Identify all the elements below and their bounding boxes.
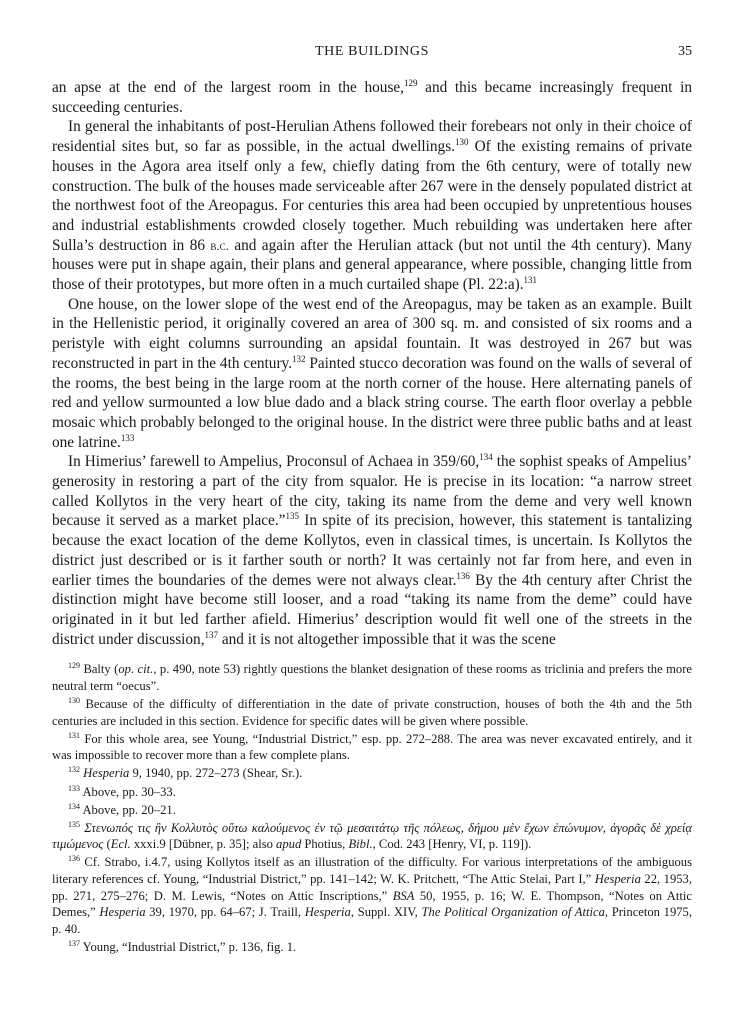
text-run: xxxi.9 [Dübner, p. 35]; also xyxy=(130,837,277,852)
footnote-135 xyxy=(52,820,692,853)
italic-run: BSA xyxy=(392,888,415,903)
footnote-number: 129 xyxy=(68,661,80,671)
italic-run: Hesperia xyxy=(99,905,146,920)
footnotes xyxy=(52,661,692,955)
paragraph-1 xyxy=(52,78,692,117)
footnote-136 xyxy=(52,854,692,937)
text-run: Young, “Industrial District,” p. 136, fig. 1. xyxy=(80,939,297,954)
footnote-ref-136: 136 xyxy=(456,570,470,581)
footnote-number: 133 xyxy=(68,783,80,793)
footnote-132 xyxy=(52,765,692,782)
footnote-number: 132 xyxy=(68,765,80,775)
footnote-ref-133: 133 xyxy=(120,432,135,443)
text-run: Cf. Strabo, i.4.7, using Kollytos itself as an illustration of the difficulty. For various interpretations of the ambiguous literary references cf. Young, “Industrial District,” pp. 141–142; W. K. Pritchett, “The Attic Stelai, Part I,” xyxy=(52,855,692,887)
text-run: In Himerius’ farewell to Ampelius, Proconsul of Achaea in 359/60, xyxy=(68,453,480,471)
italic-run: The Political Organization of Attica xyxy=(421,905,605,920)
footnote-number: 131 xyxy=(68,730,80,740)
text-run: , Suppl. XIV, xyxy=(350,905,422,920)
text-run: ( xyxy=(103,837,111,852)
paragraph-4 xyxy=(52,452,692,649)
text-run: In general the inhabitants of post-Herulian Athens followed their forebears not only in their choice of residential sites but, so far as possible, in the actual dwellings. xyxy=(52,118,692,156)
text-run: 9, 1940, pp. 272–273 (Shear, Sr.). xyxy=(129,766,303,781)
footnote-ref-131: 131 xyxy=(523,275,538,286)
text-run: and this became increasingly frequent in succeeding centuries. xyxy=(52,79,692,116)
text-run: In spite of its precision, however, this statement is tantalizing because the exact location of the deme Kollytos, even in classical times, is uncertain. Is Kollytos the district just described or is it farther south or north? It was certainly not far from here, and even in earlier times the boundaries of the demes were not always clear. xyxy=(52,512,692,589)
italic-run: op. cit. xyxy=(118,662,154,677)
text-run: 39, 1970, pp. 64–67; J. Traill, xyxy=(145,905,305,920)
running-head xyxy=(52,44,692,64)
text-run: the sophist speaks of Ampelius’ generosity in restoring a part of the city from squalor. He is precise in its location: “a narrow street called Kollytos in the very heart of the city, taking its name from the deme and very well known because it served as a market place.” xyxy=(52,453,692,530)
italic-run: Hesperia xyxy=(304,905,351,920)
text-run: and again after the Herulian attack (but not until the 4th century). Many houses were put in shape again, their plans and general appearance, where possible, changing little from those of their prototypes, but more often in a much curtailed shape (Pl. 22:a). xyxy=(52,236,692,294)
text-run: For this whole area, see Young, “Industrial District,” esp. pp. 272–288. The area was never excavated entirely, and it was impossible to recover more than a few complete plans. xyxy=(52,731,692,763)
text-run: Of the existing remains of private houses in the Agora area itself only a few, chiefly dating from the 6th century, were of totally new construction. The bulk of the houses made serviceable after 267 were in the densely populated district at the northwest foot of the Areopagus. For centuries this area had been occupied by unpretentious houses and industrial establishments crowded closely together. Much rebuilding was undertaken here after Sulla’s destruction in 86 xyxy=(52,138,692,254)
footnote-number: 136 xyxy=(68,854,80,864)
footnote-ref-134: 134 xyxy=(479,452,493,463)
running-title: THE BUILDINGS xyxy=(315,44,429,59)
italic-run: apud xyxy=(276,837,302,852)
italic-run: Ecl. xyxy=(110,837,131,852)
italic-run: Bibl. xyxy=(348,837,373,852)
footnote-number: 130 xyxy=(68,696,80,706)
paragraph-2 xyxy=(52,117,692,294)
text-run: Balty ( xyxy=(80,662,119,677)
footnote-ref-132: 132 xyxy=(292,353,306,364)
footnote-ref-137: 137 xyxy=(204,629,219,640)
text-run: and it is not altogether impossible that it was the scene xyxy=(218,630,556,648)
footnote-ref-129: 129 xyxy=(404,78,418,88)
page-number: 35 xyxy=(678,44,692,59)
text-run: 50, 1955, p. 16; W. E. Thompson, “Notes on Attic Demes,” xyxy=(52,888,692,920)
footnote-130 xyxy=(52,696,692,729)
text-run: Above, pp. 20–21. xyxy=(80,802,176,817)
text-run: By the 4th century after Christ the distinction might have become still looser, and a road “taking its name from the deme” could have originated in it but led farther afield. Himerius’ description would fit well one of the streets in the district under discussion, xyxy=(52,571,693,648)
text-run: Painted stucco decoration was found on the walls of several of the rooms, the best being in the large room at the north corner of the house. Here alternating panels of red and yellow surmounted a low blue dado and a black string course. The earth floor overlay a pebble mosaic which probably belonged to the original house. In the district were three public baths and at least one latrine. xyxy=(52,354,692,451)
footnote-133 xyxy=(52,784,692,801)
text-run: Above, pp. 30–33. xyxy=(80,784,176,799)
body-text xyxy=(52,78,692,649)
text-run: , p. 490, note 53) rightly questions the blanket designation of these rooms as triclinia and prefers the more neutral term “oecus”. xyxy=(52,662,693,693)
footnote-137 xyxy=(52,939,692,956)
small-caps-era: b.c. xyxy=(210,237,229,253)
italic-run: Hesperia xyxy=(594,872,641,887)
footnote-number: 137 xyxy=(68,938,80,948)
footnote-134 xyxy=(52,802,692,819)
page xyxy=(52,44,692,957)
text-run: One house, on the lower slope of the west end of the Areopagus, may be taken as an example. Built in the Hellenistic period, it originally covered an area of 300 sq. m. and consisted of six rooms and a peristyle with eight columns surrounding an apsidal fountain. It was destroyed in 267 but was reconstructed in part in the 4th century. xyxy=(52,295,692,372)
text-run: , Cod. 243 [Henry, VI, p. 119]). xyxy=(372,837,532,852)
text-run: Photius, xyxy=(301,837,349,852)
paragraph-3 xyxy=(52,295,692,453)
greek-quotation: Στενωπός τις ἣν Κολλυτὸς οὕτω καλούμενος ἐν τῷ μεσαιτάτῳ τῆς πόλεως, δήμου μὲν ἔχων ἐπώνυμον, ἀγορᾶς δὲ χρείᾳ τιμώμενος xyxy=(52,820,692,852)
footnote-131 xyxy=(52,731,692,764)
text-run: 22, 1953, pp. 271, 275–276; D. M. Lewis, “Notes on Attic Inscriptions,” xyxy=(52,872,693,903)
footnote-129 xyxy=(52,661,692,694)
text-run: an apse at the end of the largest room in the house, xyxy=(52,79,405,96)
footnote-ref-135: 135 xyxy=(285,511,299,522)
italic-run: Hesperia xyxy=(83,766,130,781)
footnote-ref-130: 130 xyxy=(454,137,469,148)
footnote-number: 134 xyxy=(68,801,80,811)
text-run: , Princeton 1975, p. 40. xyxy=(52,905,692,936)
text-run: Because of the difficulty of differentiation in the date of private construction, houses of both the 4th and the 5th centuries are included in this section. Evidence for specific dates will be given where possible. xyxy=(52,697,692,728)
footnote-number: 135 xyxy=(68,819,80,829)
